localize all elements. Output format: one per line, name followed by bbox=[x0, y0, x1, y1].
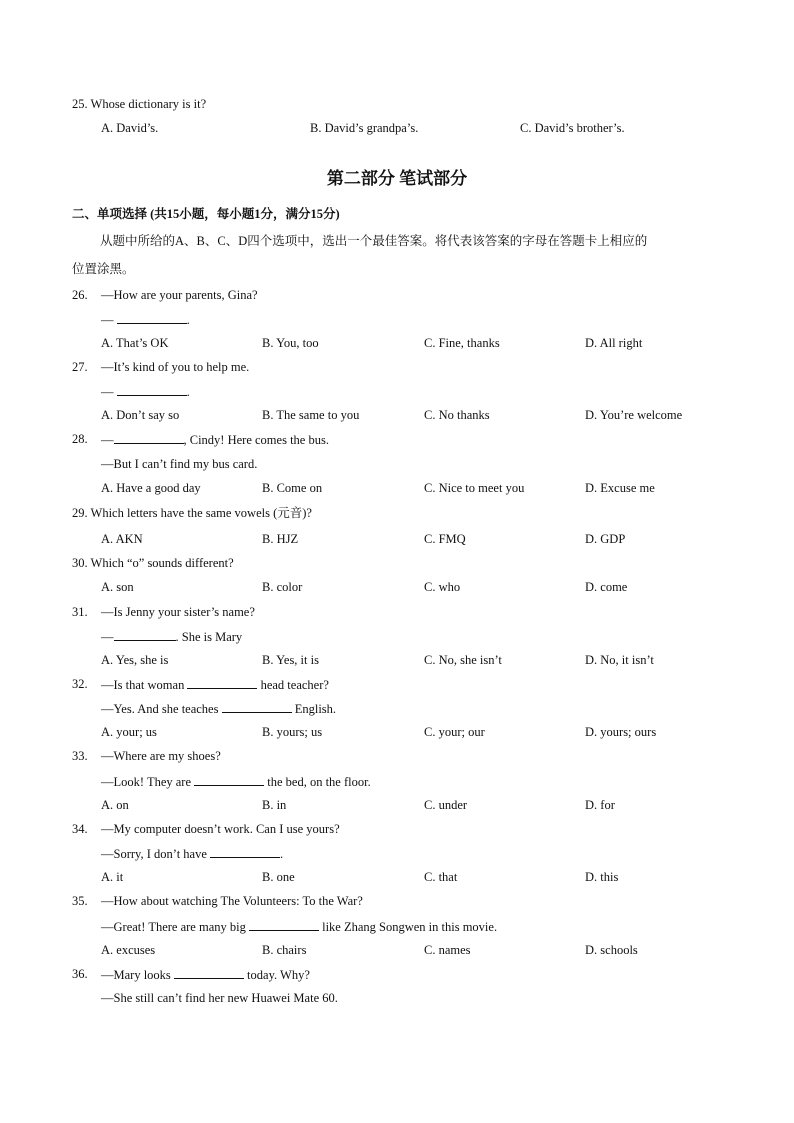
option-c: C. your; our bbox=[424, 725, 485, 739]
answer-blank bbox=[187, 676, 257, 689]
option-b: B. Yes, it is bbox=[262, 653, 319, 667]
option-a: A. on bbox=[101, 798, 129, 812]
option-b: B. HJZ bbox=[262, 532, 299, 546]
section-instruction-2: 位置涂黑。 bbox=[72, 262, 135, 276]
question-line: 29. Which letters have the same vowels (元音)? bbox=[72, 506, 312, 520]
section-heading: 二、单项选择 (共15小题，每小题1分，满分15分) bbox=[72, 207, 340, 221]
option-c: C. Fine, thanks bbox=[424, 336, 500, 350]
answer-blank bbox=[114, 431, 184, 444]
answer-blank bbox=[114, 628, 176, 641]
question-line: —Look! They are the bed, on the floor. bbox=[101, 775, 371, 789]
question-line: —My computer doesn’t work. Can I use yours? bbox=[101, 822, 340, 836]
option-a: A. Have a good day bbox=[101, 481, 201, 495]
option-a: A. Yes, she is bbox=[101, 653, 169, 667]
option-a: A. your; us bbox=[101, 725, 157, 739]
question-line: — , Cindy! Here comes the bus. bbox=[101, 433, 329, 447]
option-25-c: C. David’s brother’s. bbox=[520, 121, 625, 135]
question-line: —How are your parents, Gina? bbox=[101, 288, 258, 302]
question-line: 30. Which “o” sounds different? bbox=[72, 556, 234, 570]
option-d: D. No, it isn’t bbox=[585, 653, 654, 667]
part-title: 第二部分 笔试部分 bbox=[326, 169, 468, 188]
option-d: D. this bbox=[585, 870, 619, 884]
option-a: A. son bbox=[101, 580, 134, 594]
question-number: 35. bbox=[72, 894, 88, 908]
option-b: B. chairs bbox=[262, 943, 307, 957]
question-number: 27. bbox=[72, 360, 88, 374]
question-line: — . She is Mary bbox=[101, 630, 243, 644]
answer-blank bbox=[117, 311, 187, 324]
question-line: —How about watching The Volunteers: To the War? bbox=[101, 894, 363, 908]
question-line: — . bbox=[101, 313, 190, 327]
answer-blank bbox=[249, 918, 319, 931]
question-line: —Is Jenny your sister’s name? bbox=[101, 605, 255, 619]
option-b: B. one bbox=[262, 870, 295, 884]
question-number: 28. bbox=[72, 432, 88, 446]
question-line: —Sorry, I don’t have . bbox=[101, 847, 284, 861]
question-number: 33. bbox=[72, 749, 88, 763]
option-25-a: A. David’s. bbox=[101, 121, 159, 135]
option-d: D. yours; ours bbox=[585, 725, 657, 739]
option-b: B. yours; us bbox=[262, 725, 323, 739]
option-a: A. AKN bbox=[101, 532, 143, 546]
question-line: —Mary looks today. Why? bbox=[101, 968, 310, 982]
option-c: C. FMQ bbox=[424, 532, 466, 546]
option-c: C. who bbox=[424, 580, 461, 594]
answer-blank bbox=[117, 383, 187, 396]
option-a: A. it bbox=[101, 870, 124, 884]
question-line: —Great! There are many big like Zhang Songwen in this movie. bbox=[101, 920, 498, 934]
option-b: B. in bbox=[262, 798, 287, 812]
question-line: — . bbox=[101, 385, 190, 399]
answer-blank bbox=[174, 966, 244, 979]
option-c: C. No, she isn’t bbox=[424, 653, 502, 667]
option-d: D. for bbox=[585, 798, 615, 812]
option-c: C. Nice to meet you bbox=[424, 481, 525, 495]
option-d: D. GDP bbox=[585, 532, 626, 546]
question-line: —But I can’t find my bus card. bbox=[101, 457, 258, 471]
option-d: D. Excuse me bbox=[585, 481, 655, 495]
option-25-b: B. David’s grandpa’s. bbox=[310, 121, 419, 135]
option-c: C. names bbox=[424, 943, 471, 957]
option-d: D. All right bbox=[585, 336, 643, 350]
option-d: D. schools bbox=[585, 943, 638, 957]
question-number: 32. bbox=[72, 677, 88, 691]
option-d: D. come bbox=[585, 580, 628, 594]
question-line: —Where are my shoes? bbox=[101, 749, 221, 763]
option-c: C. that bbox=[424, 870, 458, 884]
answer-blank bbox=[222, 700, 292, 713]
question-line: —Is that woman head teacher? bbox=[101, 678, 329, 692]
question-number: 36. bbox=[72, 967, 88, 981]
question-line: —Yes. And she teaches English. bbox=[101, 702, 337, 716]
option-c: C. under bbox=[424, 798, 468, 812]
question-line: —It’s kind of you to help me. bbox=[101, 360, 250, 374]
answer-blank bbox=[194, 773, 264, 786]
option-b: B. You, too bbox=[262, 336, 319, 350]
question-number: 31. bbox=[72, 605, 88, 619]
option-c: C. No thanks bbox=[424, 408, 490, 422]
option-b: B. The same to you bbox=[262, 408, 360, 422]
question-25: 25. Whose dictionary is it? bbox=[72, 97, 207, 111]
question-number: 26. bbox=[72, 288, 88, 302]
option-b: B. Come on bbox=[262, 481, 323, 495]
question-number: 34. bbox=[72, 822, 88, 836]
option-b: B. color bbox=[262, 580, 303, 594]
option-a: A. That’s OK bbox=[101, 336, 169, 350]
option-d: D. You’re welcome bbox=[585, 408, 683, 422]
option-a: A. excuses bbox=[101, 943, 156, 957]
answer-blank bbox=[210, 845, 280, 858]
option-a: A. Don’t say so bbox=[101, 408, 180, 422]
question-line: —She still can’t find her new Huawei Mate 60. bbox=[101, 991, 338, 1005]
section-instruction-1: 从题中所给的A、B、C、D四个选项中，选出一个最佳答案。将代表该答案的字母在答题卡上相应的 bbox=[100, 234, 648, 248]
